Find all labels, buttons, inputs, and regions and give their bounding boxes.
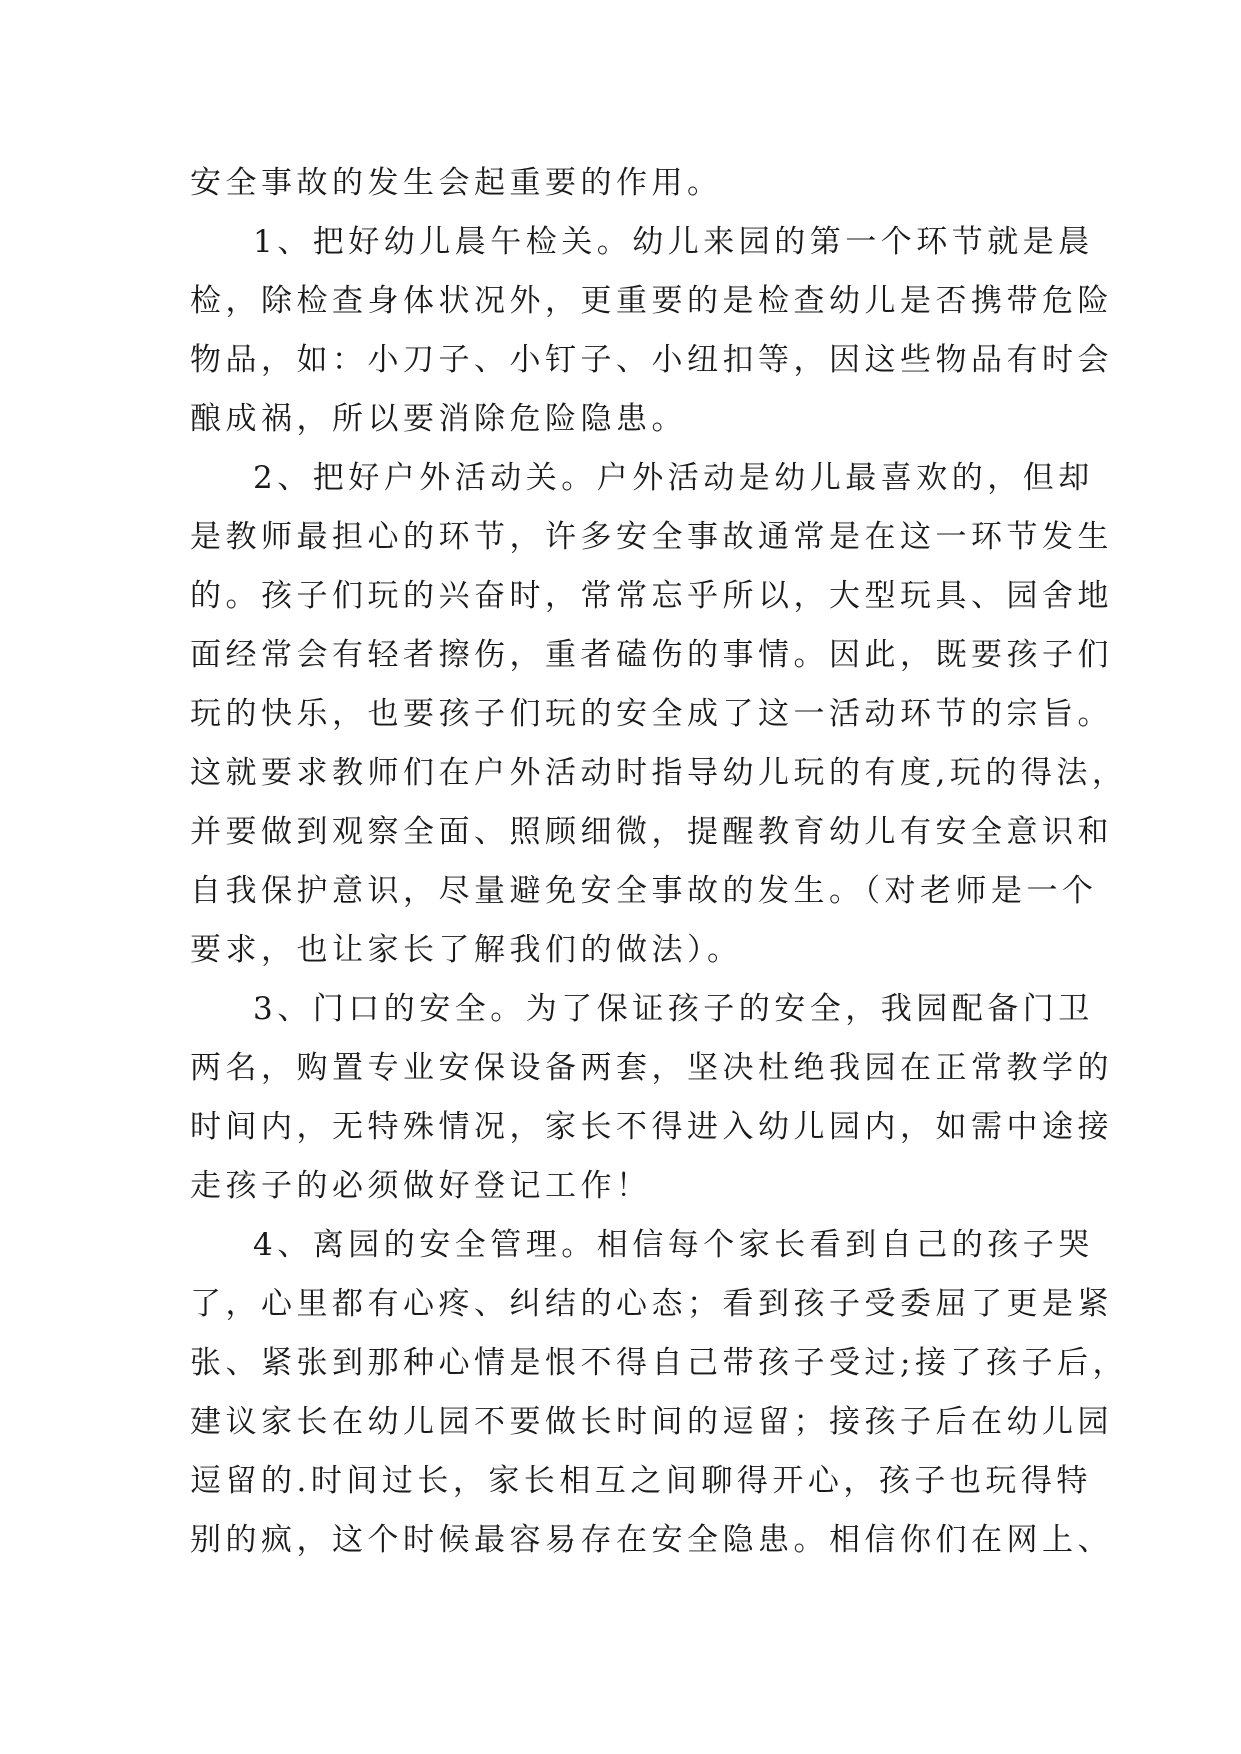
paragraph-4-start: 4、离园的安全管理。相信每个家长看到自己的孩子哭 bbox=[253, 1227, 1094, 1263]
text-line: 两名，购置专业安保设备两套，坚决杜绝我园在正常教学的 bbox=[190, 1050, 1113, 1086]
text-line: 玩的快乐，也要孩子们玩的安全成了这一活动环节的宗旨。 bbox=[190, 696, 1113, 732]
paragraph-1-start: 1、把好幼儿晨午检关。幼儿来园的第一个环节就是晨 bbox=[253, 224, 1094, 260]
paragraph-3-start: 3、门口的安全。为了保证孩子的安全，我园配备门卫 bbox=[253, 991, 1094, 1027]
text-line: 面经常会有轻者擦伤，重者磕伤的事情。因此，既要孩子们 bbox=[190, 637, 1113, 673]
text-line: 是教师最担心的环节，许多安全事故通常是在这一环节发生 bbox=[190, 519, 1113, 555]
text-line: 并要做到观察全面、照顾细微，提醒教育幼儿有安全意识和 bbox=[190, 814, 1113, 850]
text-line: 要求，也让家长了解我们的做法）。 bbox=[190, 932, 743, 968]
text-line: 的。孩子们玩的兴奋时，常常忘乎所以，大型玩具、园舍地 bbox=[190, 578, 1113, 614]
text-line: 时间内，无特殊情况，家长不得进入幼儿园内，如需中途接 bbox=[190, 1109, 1113, 1145]
paragraph-2-start: 2、把好户外活动关。户外活动是幼儿最喜欢的，但却 bbox=[253, 460, 1094, 496]
text-line: 了，心里都有心疼、纠结的心态；看到孩子受委屈了更是紧 bbox=[190, 1286, 1113, 1322]
text-line: 建议家长在幼儿园不要做长时间的逗留；接孩子后在幼儿园 bbox=[190, 1404, 1113, 1440]
text-line: 检，除检查身体状况外，更重要的是检查幼儿是否携带危险 bbox=[190, 283, 1113, 319]
text-line: 自我保护意识，尽量避免安全事故的发生。（对老师是一个 bbox=[190, 873, 1098, 909]
text-line: 逗留的.时间过长，家长相互之间聊得开心，孩子也玩得特 bbox=[190, 1463, 1092, 1499]
text-line: 这就要求教师们在户外活动时指导幼儿玩的有度,玩的得法， bbox=[190, 755, 1128, 791]
text-line: 酿成祸，所以要消除危险隐患。 bbox=[190, 401, 687, 437]
body-text bbox=[190, 154, 1128, 1570]
text-line: 安全事故的发生会起重要的作用。 bbox=[190, 165, 723, 201]
text-line: 走孩子的必须做好登记工作！ bbox=[190, 1168, 652, 1204]
text-line: 张、紧张到那种心情是恨不得自己带孩子受过;接了孩子后， bbox=[190, 1345, 1128, 1381]
text-line: 别的疯，这个时候最容易存在安全隐患。相信你们在网上、 bbox=[190, 1522, 1113, 1558]
text-line: 物品，如：小刀子、小钉子、小纽扣等，因这些物品有时会 bbox=[190, 342, 1113, 378]
